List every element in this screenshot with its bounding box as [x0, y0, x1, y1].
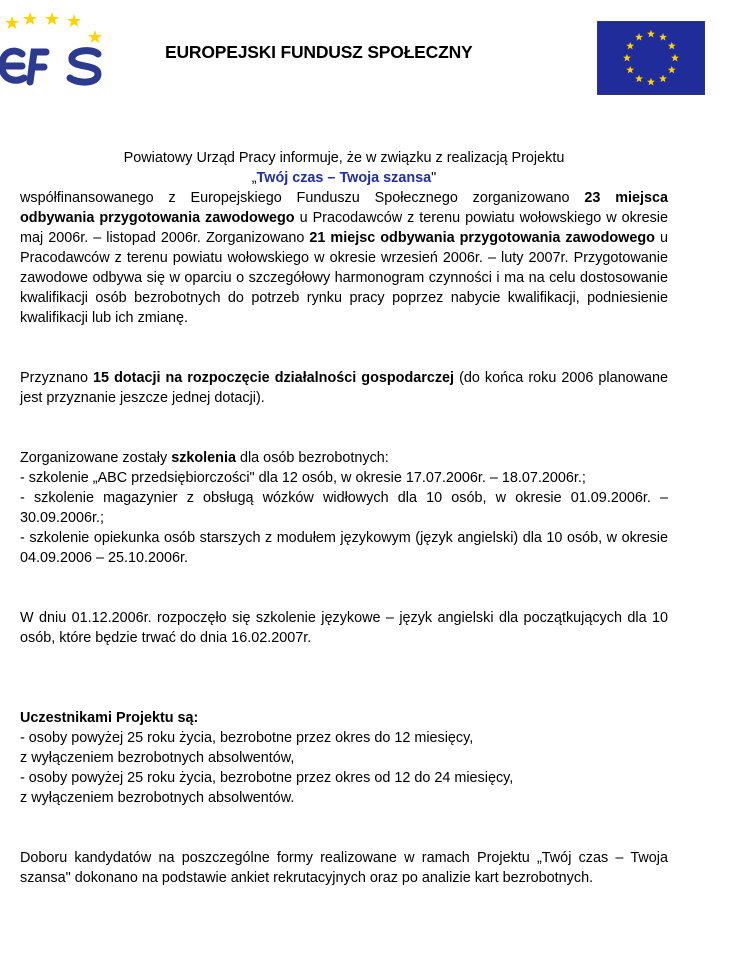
header-title: EUROPEJSKI FUNDUSZ SPOŁECZNY	[165, 42, 473, 62]
star-icon	[88, 30, 102, 43]
document-body	[20, 148, 668, 888]
star-icon	[45, 12, 59, 25]
efs-logo	[0, 8, 110, 88]
star-icon	[67, 14, 81, 27]
participant-item: - osoby powyżej 25 roku życia, bezrobotne przez okres do 12 miesięcy, z wyłączeniem bezrobotnych absolwentów,	[20, 730, 474, 766]
language-paragraph: W dniu 01.12.2006r. rozpoczęło się szkolenie językowe – język angielski dla początkujących dla 10 osób, które będzie trwać do dnia 16.02.2007r.	[20, 610, 668, 646]
star-icon	[23, 12, 37, 25]
project-name: Twój czas – Twoja szansa	[256, 170, 432, 186]
participants-heading: Uczestnikami Projektu są:	[20, 710, 199, 726]
efs-letters	[2, 51, 98, 82]
page-header	[0, 0, 744, 110]
star-icon	[5, 16, 19, 29]
intro-line-text: Powiatowy Urząd Pracy informuje, że w związku z realizacją Projektu	[123, 150, 565, 166]
eu-flag-icon	[597, 21, 705, 95]
grants-paragraph: Przyznano 15 dotacji na rozpoczęcie działalności gospodarczej (do końca roku 2006 planowane jest przyznanie jeszcze jednej dotacji).	[20, 370, 669, 406]
training-item: - szkolenie opiekunka osób starszych z modułem językowym (język angielski) dla 10 osób, w okresie 04.09.2006 – 25.10.2006r.	[20, 530, 668, 566]
training-item: - szkolenie magazynier z obsługą wózków widłowych dla 10 osób, w okresie 01.09.2006r. – 30.09.2006r.;	[20, 490, 668, 526]
training-item: - szkolenie „ABC przedsiębiorczości" dla 12 osób, w okresie 17.07.2006r. – 18.07.2006r.;	[20, 470, 586, 486]
participant-item: - osoby powyżej 25 roku życia, bezrobotne przez okres od 12 do 24 miesięcy, z wyłączeniem bezrobotnych absolwentów.	[20, 770, 514, 806]
efs-stars	[5, 12, 102, 43]
intro-paragraph: współfinansowanego z Europejskiego Funduszu Społecznego zorganizowano 23 miejsca odbywania przygotowania zawodowego u Pracodawców z terenu powiatu wołowskiego w okresie maj 2006r. – listopad 2006r. Zorganizowano 21 miejsc odbywania przygotowania zawodowego u Pracodawców z terenu powiatu wołowskiego w okresie wrzesień 2006r. – luty 2007r. Przygotowanie zawodowe odbywa się w oparciu o szczegółowy harmonogram czynności i ma na celu dostosowanie kwalifikacji osób bezrobotnych do potrzeb rynku pracy poprzez nabycie kwalifikacji, podniesienie kwalifikacji lub ich zmianę.	[20, 190, 668, 326]
intro-line: Powiatowy Urząd Pracy informuje, że w związku z realizacją Projektu „Twój czas – Twoja szansa"	[123, 150, 565, 186]
selection-paragraph: Doboru kandydatów na poszczególne formy realizowane w ramach Projektu „Twój czas – Twoja szansa" dokonano na podstawie ankiet rekrutacyjnych oraz po analizie kart bezrobotnych.	[20, 850, 668, 886]
trainings-paragraph: Zorganizowane zostały szkolenia dla osób bezrobotnych:	[20, 450, 389, 466]
